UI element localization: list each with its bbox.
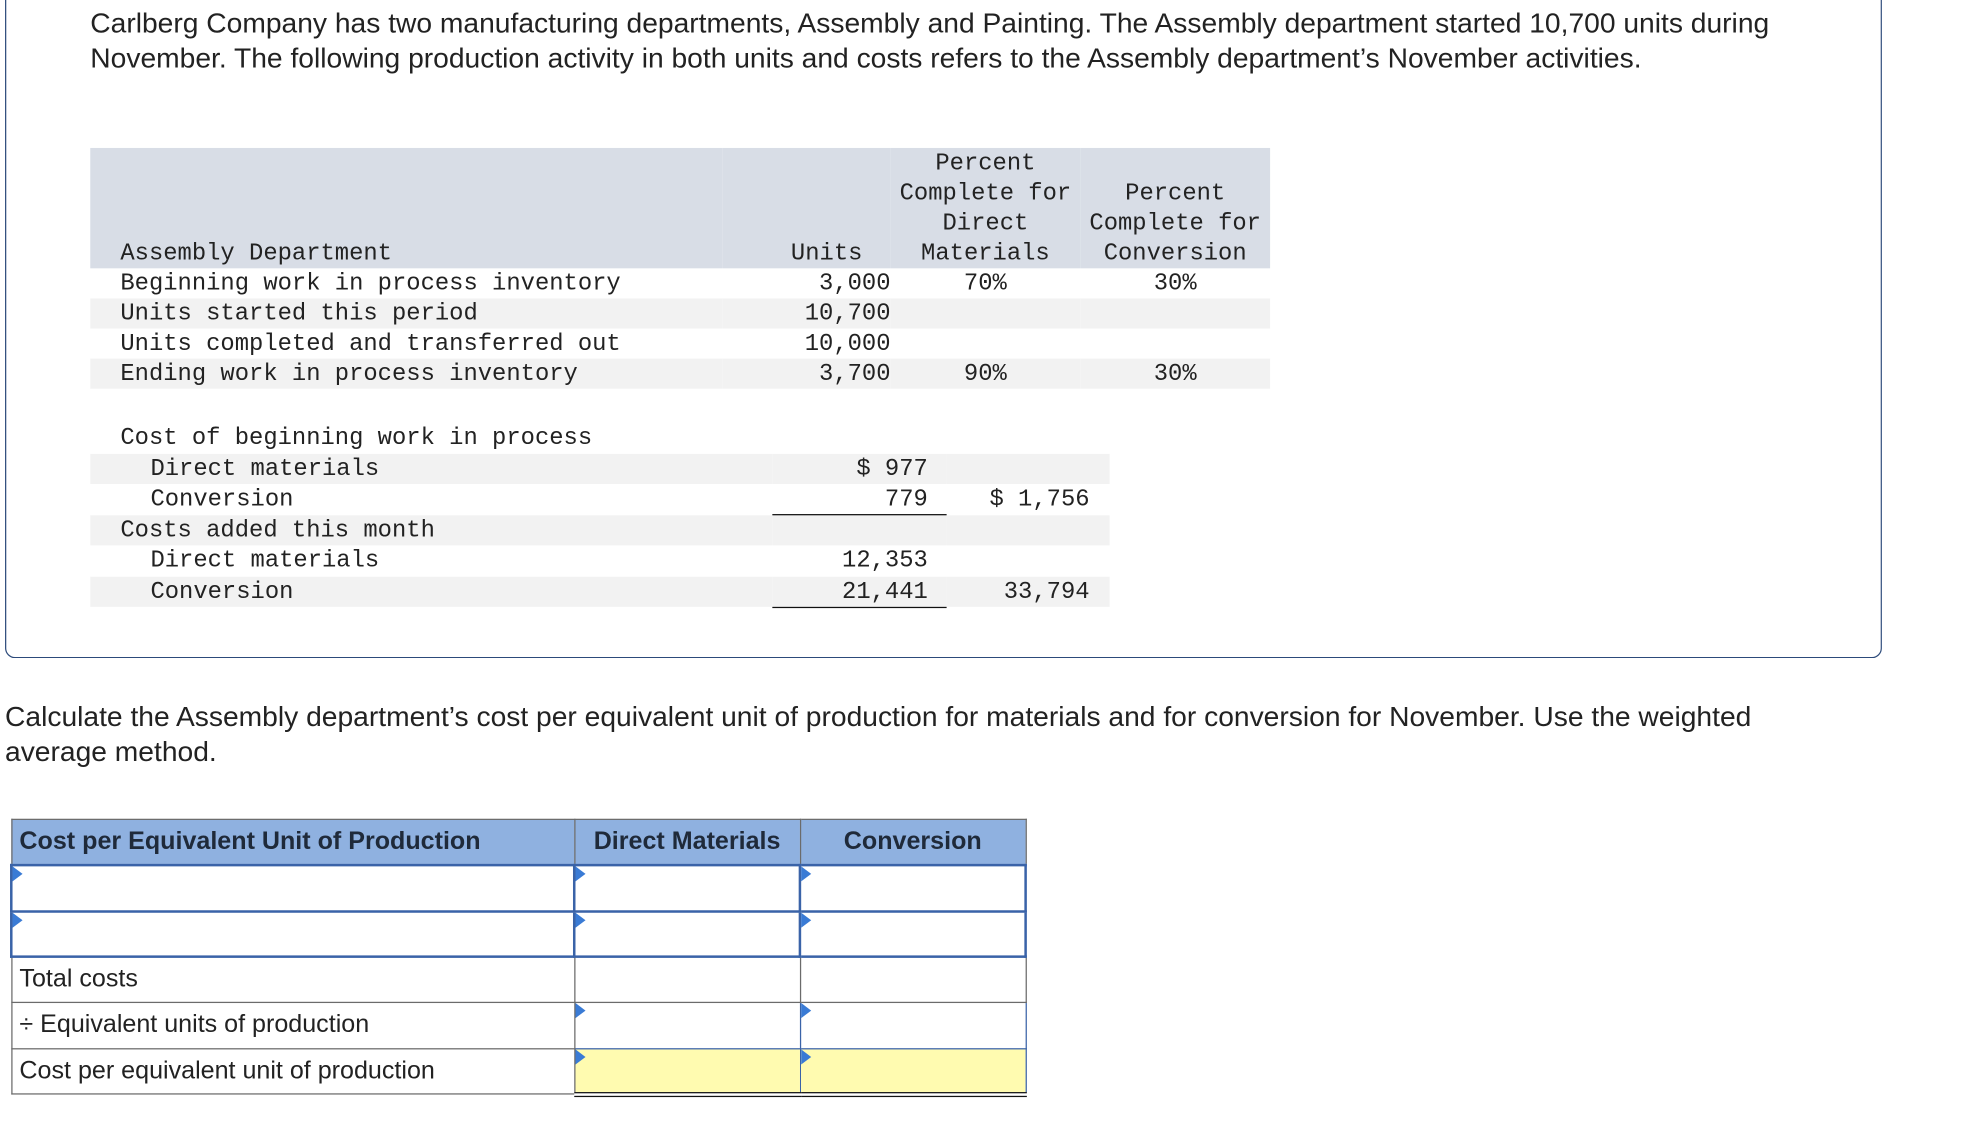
question-text: Calculate the Assembly department’s cost per equivalent unit of production for materials and for conversion for November. Use the weighted average method. [5, 700, 1752, 768]
row2-conv-field[interactable] [801, 912, 1024, 955]
production-row: Ending work in process inventory 3,700 90% 30% [90, 359, 1270, 389]
total-costs-label: Total costs [11, 957, 574, 1003]
answer-table [10, 819, 1027, 1097]
production-row: Units completed and transferred out 10,000 [120, 329, 891, 358]
equiv-units-label: ÷ Equivalent units of production [11, 1002, 574, 1048]
answer-eu-row [11, 1002, 1025, 1048]
production-row: Units started this period 10,700 [90, 298, 1270, 328]
answer-total-row [11, 957, 1025, 1003]
intro-text: Carlberg Company has two manufacturing departments, Assembly and Painting. The Assembly department started 10,700 units during November. The following production activity in both units and costs refers to the Assembly department’s November activities. [90, 7, 1770, 74]
row1-label-field[interactable] [20, 866, 573, 909]
header-dm: Percent Complete for Direct Materials [891, 148, 1081, 268]
cpe-conv-field[interactable] [801, 1049, 1025, 1092]
answer-header-conversion: Conversion [800, 819, 1026, 865]
cost-table [90, 423, 1109, 608]
row2-label-input[interactable] [11, 911, 574, 957]
row1-conv-input[interactable] [800, 865, 1026, 911]
answer-header-label: Cost per Equivalent Unit of Production [11, 819, 574, 865]
production-table [90, 148, 1270, 389]
row2-conv-input[interactable] [800, 911, 1026, 957]
cpe-dm-field[interactable] [575, 1049, 799, 1092]
header-units: Units [722, 148, 891, 268]
row1-label-input[interactable] [11, 865, 574, 911]
production-header-row [90, 148, 1270, 268]
cpe-dm-input[interactable] [574, 1048, 800, 1094]
cost-row: Conversion 779 $ 1,756 [90, 484, 1109, 515]
answer-header-row [11, 819, 1025, 865]
cost-row: Costs added this month [90, 515, 1109, 546]
total-costs-dm [574, 957, 800, 1003]
header-conversion: Percent Complete for Conversion [1080, 148, 1270, 268]
answer-row-1 [11, 865, 1025, 911]
row1-conv-field[interactable] [801, 866, 1024, 909]
cost-row: Direct materials 12,353 [90, 545, 1109, 576]
answer-header-dm: Direct Materials [574, 819, 800, 865]
production-row: Beginning work in process inventory 3,000 70% 30% [120, 269, 1197, 298]
row2-dm-field[interactable] [575, 912, 798, 955]
eu-dm-input[interactable] [574, 1002, 800, 1048]
eu-conv-field[interactable] [801, 1003, 1025, 1048]
cost-row: Cost of beginning work in process [90, 423, 1109, 454]
header-label: Assembly Department [90, 148, 722, 268]
row2-label-field[interactable] [20, 912, 573, 955]
answer-cpe-row [11, 1048, 1025, 1094]
cost-row: Direct materials $ 977 [90, 453, 1109, 484]
cost-row: Conversion 21,441 33,794 [90, 576, 1109, 607]
answer-row-2 [11, 911, 1025, 957]
eu-conv-input[interactable] [800, 1002, 1026, 1048]
row1-dm-field[interactable] [575, 866, 798, 909]
total-costs-conv [800, 957, 1026, 1003]
row2-dm-input[interactable] [574, 911, 800, 957]
cpe-conv-input[interactable] [800, 1048, 1026, 1094]
cost-per-eu-label: Cost per equivalent unit of production [11, 1048, 574, 1094]
eu-dm-field[interactable] [575, 1003, 799, 1048]
row1-dm-input[interactable] [574, 865, 800, 911]
